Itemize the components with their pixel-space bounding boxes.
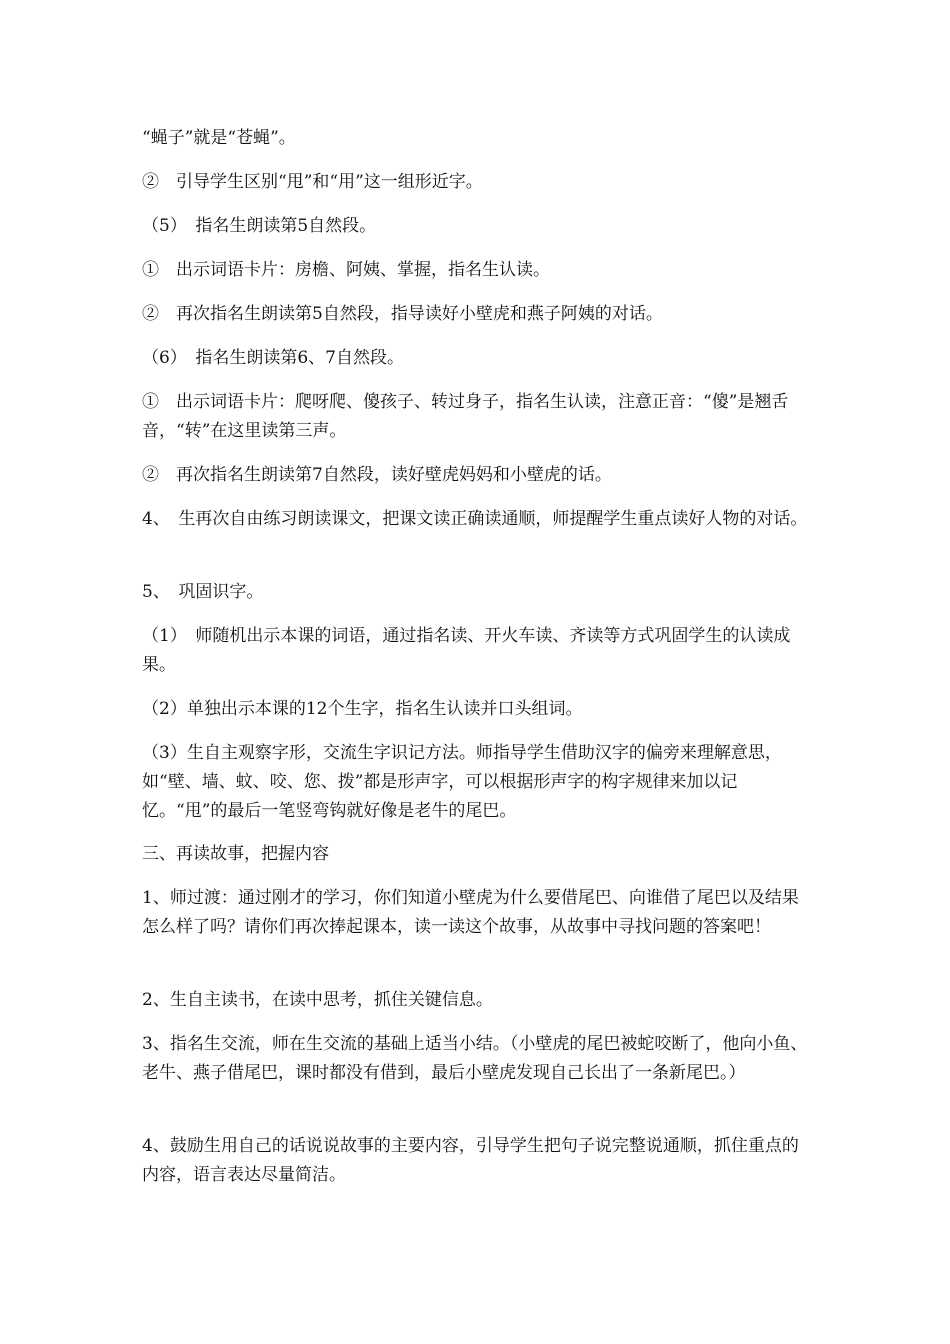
paragraph: （6） 指名生朗读第6、7自然段。	[142, 348, 404, 368]
paragraph: 3、指名生交流，师在生交流的基础上适当小结。（小壁虎的尾巴被蛇咬断了，他向小鱼、老牛、燕子借尾巴，课时都没有借到，最后小壁虎发现自己长出了一条新尾巴。）	[142, 1034, 808, 1083]
paragraph: （3）生自主观察字形，交流生字识记方法。师指导学生借助汉字的偏旁来理解意思，如“壁、墙、蚊、咬、您、拨”都是形声字，可以根据形声字的构字规律来加以记忆。“甩”的最后一笔竖弯钩就好像是老牛的尾巴。	[142, 743, 782, 821]
paragraph: （2）单独出示本课的12个生字，指名生认读并口头组词。	[142, 699, 583, 719]
paragraph: 2、生自主读书，在读中思考，抓住关键信息。	[142, 990, 493, 1010]
paragraph: （5） 指名生朗读第5自然段。	[142, 216, 377, 236]
paragraph: 4、鼓励生用自己的话说说故事的主要内容，引导学生把句子说完整说通顺，抓住重点的内容，语言表达尽量简洁。	[142, 1136, 799, 1185]
paragraph: 1、师过渡：通过刚才的学习，你们知道小壁虎为什么要借尾巴、向谁借了尾巴以及结果怎么样了吗？请你们再次捧起课本，读一读这个故事，从故事中寻找问题的答案吧！	[142, 888, 799, 937]
section-heading: 三、再读故事，把握内容	[142, 844, 329, 864]
paragraph: （1） 师随机出示本课的词语，通过指名读、开火车读、齐读等方式巩固学生的认读成果。	[142, 626, 791, 675]
paragraph: 4、 生再次自由练习朗读课文，把课文读正确读通顺，师提醒学生重点读好人物的对话。	[142, 509, 808, 529]
paragraph: “蝇子”就是“苍蝇”。	[142, 128, 296, 148]
paragraph: ② 再次指名生朗读第5自然段，指导读好小壁虎和燕子阿姨的对话。	[142, 304, 663, 324]
paragraph: 5、 巩固识字。	[142, 582, 264, 602]
paragraph: ① 出示词语卡片：爬呀爬、傻孩子、转过身子，指名生认读，注意正音：“傻”是翘舌音，“转”在这里读第三声。	[142, 392, 789, 441]
paragraph: ② 再次指名生朗读第7自然段，读好壁虎妈妈和小壁虎的话。	[142, 465, 612, 485]
paragraph: ① 出示词语卡片：房檐、阿姨、掌握，指名生认读。	[142, 260, 550, 280]
paragraph: ② 引导学生区别“甩”和“用”这一组形近字。	[142, 172, 483, 192]
